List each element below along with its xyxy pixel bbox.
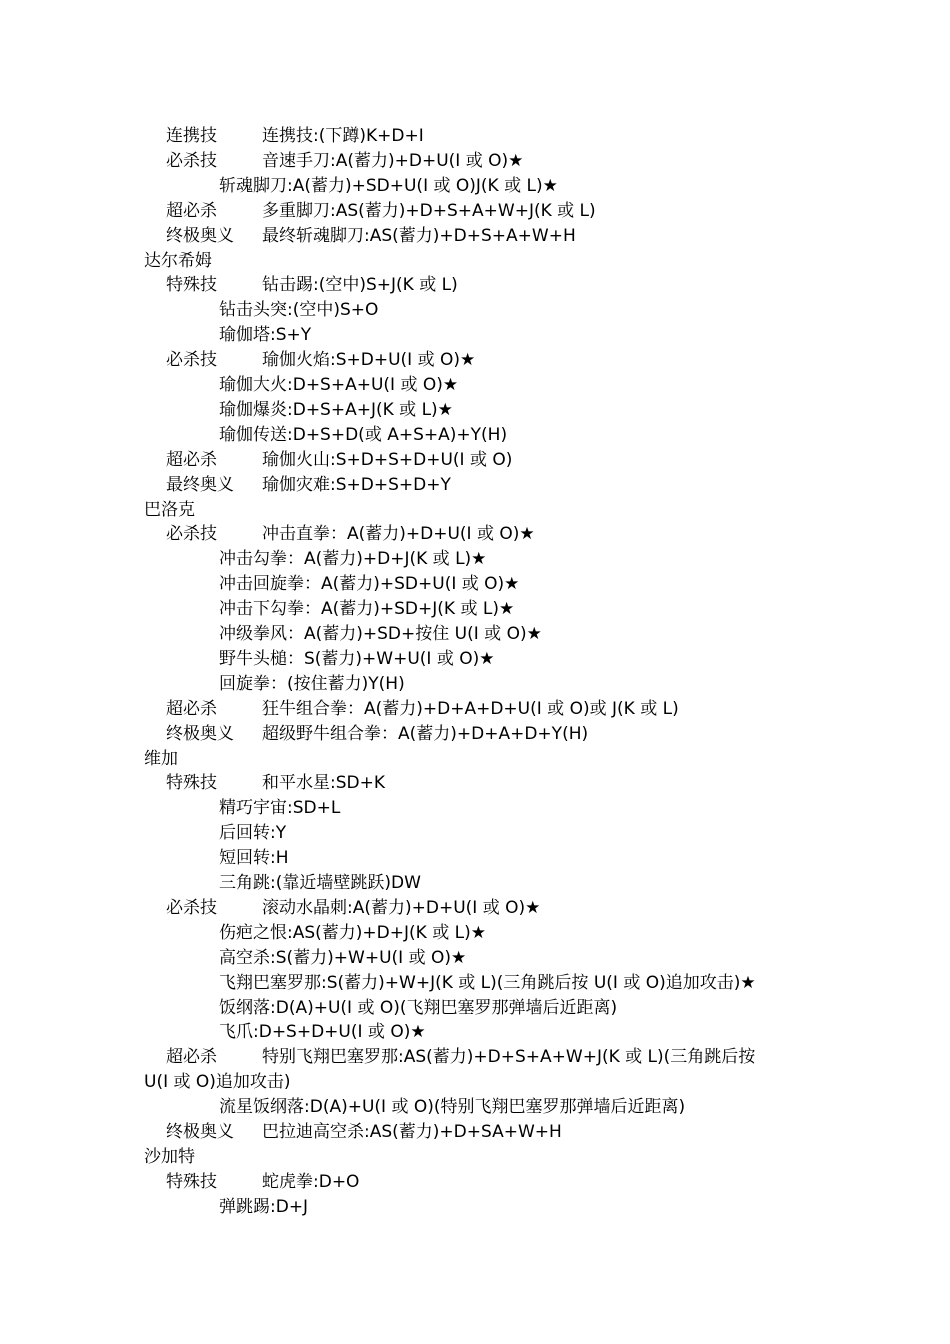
text-line	[0, 224, 950, 249]
move-entry: 瑜伽火山:S+D+S+D+U(I 或 O)	[262, 449, 513, 470]
move-category: 超必杀	[166, 698, 217, 719]
move-entry: 冲级拳风：A(蓄力)+SD+按住 U(I 或 O)★	[219, 624, 542, 644]
move-entry: 钻击头突:(空中)S+O	[219, 300, 379, 321]
text-line	[0, 1020, 950, 1045]
text-line	[0, 921, 950, 946]
text-line	[0, 771, 950, 796]
move-entry: 三角跳:(靠近墙壁跳跃)DW	[219, 873, 421, 893]
move-entry: 瑜伽灾难:S+D+S+D+Y	[262, 474, 451, 495]
move-entry: 多重脚刀:AS(蓄力)+D+S+A+W+J(K 或 L)	[262, 200, 596, 221]
text-line	[0, 672, 950, 697]
character-name: 达尔希姆	[144, 250, 212, 271]
move-entry: 狂牛组合拳：A(蓄力)+D+A+D+U(I 或 O)或 J(K 或 L)	[262, 698, 679, 719]
text-line	[0, 348, 950, 373]
text-line	[0, 821, 950, 846]
move-entry: 和平水星:SD+K	[262, 773, 386, 794]
move-entry-continued: U(I 或 O)追加攻击)	[144, 1072, 291, 1093]
text-line	[0, 498, 950, 523]
move-entry: 瑜伽火焰:S+D+U(I 或 O)★	[262, 350, 476, 371]
text-line	[0, 473, 950, 498]
text-line	[0, 547, 950, 572]
text-line	[0, 896, 950, 921]
move-entry: 冲击勾拳：A(蓄力)+D+J(K 或 L)★	[219, 549, 487, 570]
text-line	[0, 971, 950, 996]
move-entry: 巴拉迪高空杀:AS(蓄力)+D+SA+W+H	[262, 1122, 562, 1142]
move-entry: 最终斩魂脚刀:AS(蓄力)+D+S+A+W+H	[262, 225, 576, 246]
text-line	[0, 846, 950, 871]
text-line	[0, 572, 950, 597]
text-line	[0, 796, 950, 821]
text-line	[0, 273, 950, 298]
text-line	[0, 1170, 950, 1195]
move-entry: 超级野牛组合拳：A(蓄力)+D+A+D+Y(H)	[262, 723, 589, 744]
text-line	[0, 996, 950, 1021]
text-line	[0, 871, 950, 896]
text-line	[0, 522, 950, 547]
move-entry: 冲击直拳：A(蓄力)+D+U(I 或 O)★	[262, 524, 535, 545]
move-entry: 连携技:(下蹲)K+D+I	[262, 126, 424, 146]
text-line	[0, 323, 950, 348]
text-line	[0, 622, 950, 647]
text-line	[0, 149, 950, 174]
text-line	[0, 398, 950, 423]
move-entry: 伤疤之恨:AS(蓄力)+D+J(K 或 L)★	[219, 922, 486, 943]
move-entry: 飞翔巴塞罗那:S(蓄力)+W+J(K 或 L)(三角跳后按 U(I 或 O)追加攻击)★	[219, 972, 756, 993]
move-entry: 瑜伽传送:D+S+D(或 A+S+A)+Y(H)	[219, 424, 508, 445]
move-entry: 短回转:H	[219, 848, 289, 869]
text-line	[0, 597, 950, 622]
text-line	[0, 1045, 950, 1070]
move-entry: 精巧宇宙:SD+L	[219, 798, 341, 819]
text-line	[0, 647, 950, 672]
character-name: 巴洛克	[144, 499, 195, 520]
move-entry: 回旋拳：(按住蓄力)Y(H)	[219, 673, 405, 694]
move-category: 终极奥义	[166, 723, 234, 744]
move-entry: 高空杀:S(蓄力)+W+U(I 或 O)★	[219, 947, 467, 968]
move-entry: 瑜伽大火:D+S+A+U(I 或 O)★	[219, 375, 459, 395]
move-entry: 特别飞翔巴塞罗那:AS(蓄力)+D+S+A+W+J(K 或 L)(三角跳后按	[262, 1047, 756, 1068]
move-category: 超必杀	[166, 449, 217, 470]
move-entry: 冲击下勾拳：A(蓄力)+SD+J(K 或 L)★	[219, 599, 515, 620]
text-line	[0, 448, 950, 473]
move-category: 必杀技	[166, 524, 217, 545]
text-line	[0, 747, 950, 772]
text-line	[0, 1195, 950, 1220]
move-entry: 瑜伽塔:S+Y	[219, 325, 312, 346]
move-category: 必杀技	[166, 897, 217, 918]
move-category: 特殊技	[166, 773, 217, 794]
text-line	[0, 249, 950, 274]
move-category: 终极奥义	[166, 225, 234, 246]
move-category: 终极奥义	[166, 1122, 234, 1142]
move-category: 超必杀	[166, 200, 217, 221]
text-line	[0, 423, 950, 448]
move-entry: 饭纲落:D(A)+U(I 或 O)(飞翔巴塞罗那弹墙后近距离)	[219, 997, 618, 1018]
move-entry: 弹跳踢:D+J	[219, 1196, 309, 1217]
text-line	[0, 199, 950, 224]
move-entry: 滚动水晶刺:A(蓄力)+D+U(I 或 O)★	[262, 897, 541, 918]
text-line	[0, 373, 950, 398]
move-entry: 后回转:Y	[219, 823, 287, 844]
move-entry: 飞爪:D+S+D+U(I 或 O)★	[219, 1022, 426, 1043]
text-line	[0, 124, 950, 149]
move-category: 必杀技	[166, 150, 217, 171]
text-line	[0, 298, 950, 323]
move-entry: 音速手刀:A(蓄力)+D+U(I 或 O)★	[262, 150, 524, 171]
move-entry: 钻击踢:(空中)S+J(K 或 L)	[262, 275, 458, 296]
character-name: 维加	[144, 748, 178, 769]
move-entry: 瑜伽爆炎:D+S+A+J(K 或 L)★	[219, 399, 453, 420]
text-line	[0, 174, 950, 199]
text-line	[0, 722, 950, 747]
text-line	[0, 1145, 950, 1170]
text-line	[0, 1120, 950, 1145]
move-category: 必杀技	[166, 350, 217, 371]
move-category: 超必杀	[166, 1047, 217, 1068]
text-line	[0, 1095, 950, 1120]
move-category: 连携技	[166, 126, 217, 146]
character-name: 沙加特	[144, 1146, 195, 1167]
text-line	[0, 946, 950, 971]
text-line	[0, 697, 950, 722]
move-entry: 蛇虎拳:D+O	[262, 1171, 360, 1192]
move-entry: 冲击回旋拳：A(蓄力)+SD+U(I 或 O)★	[219, 574, 520, 595]
move-category: 特殊技	[166, 1171, 217, 1192]
move-entry: 野牛头槌：S(蓄力)+W+U(I 或 O)★	[219, 648, 495, 669]
move-entry: 流星饭纲落:D(A)+U(I 或 O)(特别飞翔巴塞罗那弹墙后近距离)	[219, 1097, 686, 1118]
move-category: 特殊技	[166, 275, 217, 296]
move-entry: 斩魂脚刀:A(蓄力)+SD+U(I 或 O)J(K 或 L)★	[219, 175, 558, 196]
move-category: 最终奥义	[166, 474, 234, 495]
text-line	[0, 1070, 950, 1095]
